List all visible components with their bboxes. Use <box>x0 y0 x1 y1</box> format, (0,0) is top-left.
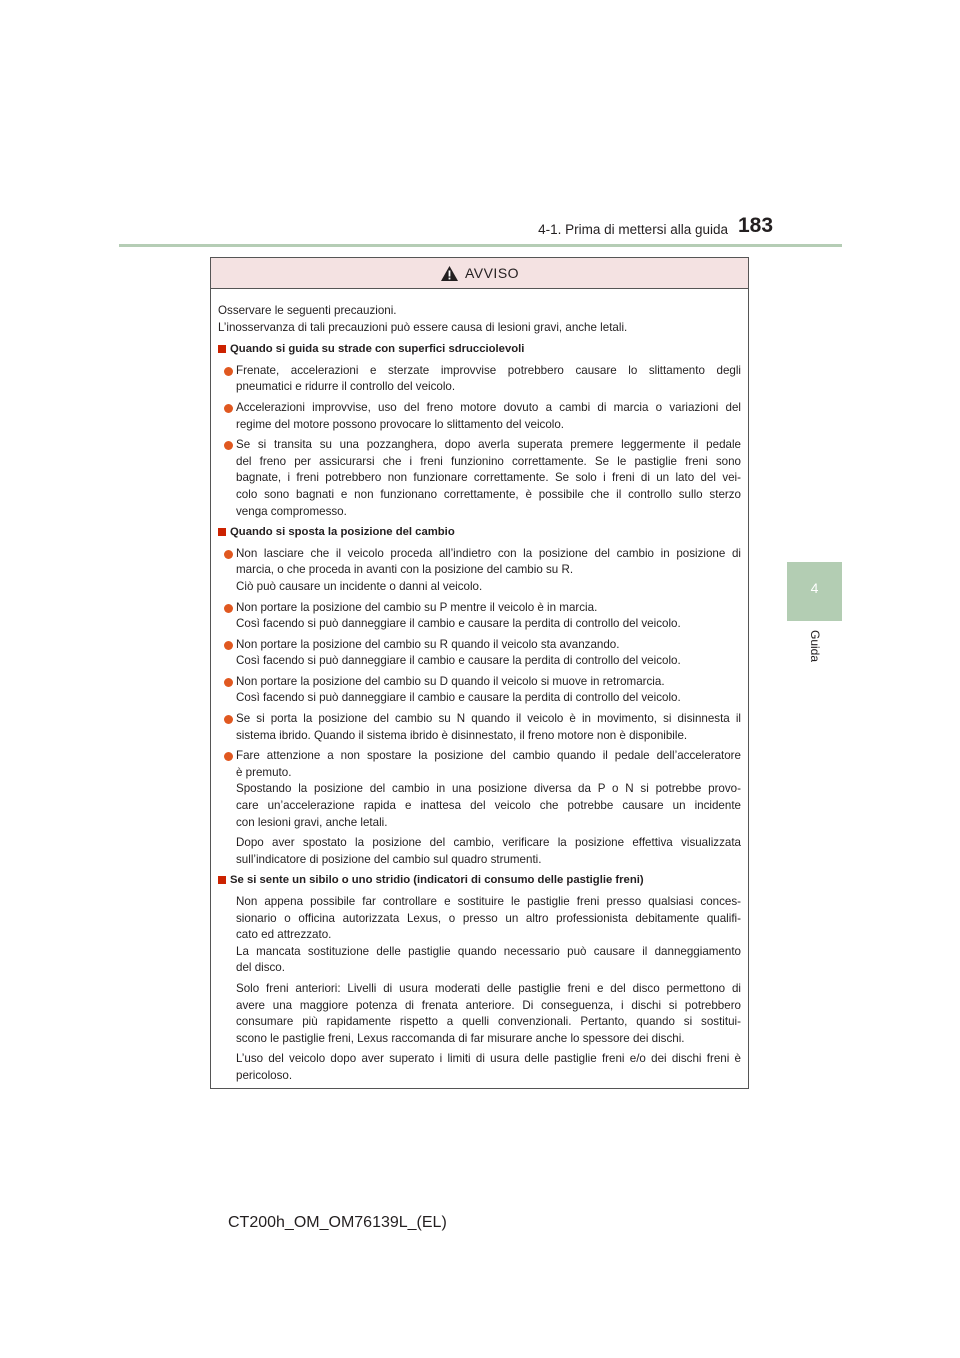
page-number: 183 <box>738 214 774 237</box>
section-heading-text: Se si sente un sibilo o uno stridio (indicatori di consumo delle pastiglie freni) <box>230 874 644 887</box>
bullet-continuation <box>218 835 741 868</box>
chapter-label: Guida <box>808 630 822 663</box>
section-square-icon <box>218 345 226 353</box>
text-line: sistema ibrido. Quando il sistema ibrido è disinnestato, il freno motore non è disponibile. <box>236 728 688 742</box>
warning-intro <box>218 303 741 336</box>
text-line: Così facendo si può danneggiare il cambio e causare la perdita di controllo del veicolo. <box>236 654 681 668</box>
warning-body <box>211 289 748 1085</box>
text-line: Spostando la posizione del cambio in una posizione diversa da P o N si potrebbe provo- <box>236 782 741 796</box>
bullet-item <box>218 363 741 396</box>
text-line: Fare attenzione a non spostare la posizione del cambio quando il pedale dell’acceleratore <box>236 749 741 763</box>
text-line: Frenate, accelerazioni e sterzate improvvise potrebbero causare lo slittamento degli <box>236 363 741 377</box>
bullet-dot-icon <box>224 752 233 761</box>
bullet-dot-icon <box>224 641 233 650</box>
text-line: Se si porta la posizione del cambio su N quando il veicolo è in movimento, si disinnesta il <box>236 712 741 726</box>
section-paragraph <box>218 981 741 1047</box>
text-line: regime del motore possono provocare lo slittamento del veicolo. <box>236 417 565 431</box>
bullet-item <box>218 674 741 707</box>
text-line: marcia, o che proceda in avanti con la posizione del cambio su R. <box>236 563 574 577</box>
text-line: pericoloso. <box>236 1068 293 1082</box>
bullet-dot-icon <box>224 550 233 559</box>
text-line: sull’indicatore di posizione del cambio sul quadro strumenti. <box>236 852 542 866</box>
intro-line: Osservare le seguenti precauzioni. <box>218 304 397 317</box>
text-line: Così facendo si può danneggiare il cambio e causare la perdita di controllo del veicolo. <box>236 617 681 631</box>
section-paragraph <box>218 1051 741 1084</box>
bullet-dot-icon <box>224 604 233 613</box>
section-paragraph <box>218 894 741 977</box>
text-line: care un’accelerazione rapida e inattesa del veicolo che potrebbe causare un incidente <box>236 799 741 813</box>
section-heading-text: Quando si sposta la posizione del cambio <box>230 526 455 539</box>
text-line: Ciò può causare un incidente o danni al veicolo. <box>236 579 483 593</box>
warning-triangle-icon <box>440 265 459 282</box>
chapter-tab <box>787 562 842 621</box>
warning-header <box>211 258 748 289</box>
section-heading <box>218 341 741 358</box>
text-line: pneumatici e ridurre il controllo del veicolo. <box>236 380 456 394</box>
text-line: con lesioni gravi, anche letali. <box>236 815 388 829</box>
text-line: è premuto. <box>236 765 292 779</box>
text-line: Non portare la posizione del cambio su D quando il veicolo si muove in retromarcia. <box>236 674 665 688</box>
bullet-item <box>218 711 741 744</box>
text-line: Non lasciare che il veicolo proceda all’indietro con la posizione del cambio in posizione di <box>236 546 741 560</box>
text-line: colo sono bagnati e non funzionano correttamente, è possibile che il controllo sullo sterzo <box>236 487 741 501</box>
intro-line: L’inosservanza di tali precauzioni può essere causa di lesioni gravi, anche letali. <box>218 320 628 334</box>
text-line: avere una maggiore potenza di frenata anteriore. Di conseguenza, i dischi si potrebbero <box>236 998 741 1012</box>
bullet-item <box>218 748 741 831</box>
section-square-icon <box>218 528 226 536</box>
text-line: Dopo aver spostato la posizione del cambio, verificare la posizione effettiva visualizzata <box>236 836 741 850</box>
document-code: CT200h_OM_OM76139L_(EL) <box>228 1214 447 1231</box>
text-line: Non appena possibile far controllare e sostituire le pastiglie freni presso qualsiasi conces- <box>236 895 741 908</box>
warning-box <box>210 257 749 1089</box>
bullet-dot-icon <box>224 404 233 413</box>
bullet-dot-icon <box>224 441 233 450</box>
header-rule <box>119 244 842 247</box>
warning-sections <box>218 341 741 1084</box>
chapter-number: 4 <box>810 580 819 596</box>
text-line: Così facendo si può danneggiare il cambio e causare la perdita di controllo del veicolo. <box>236 691 681 705</box>
bullet-item <box>218 600 741 633</box>
text-line: Solo freni anteriori: Livelli di usura moderati delle pastiglie freni e del disco permettono di <box>236 981 741 995</box>
text-line: Non portare la posizione del cambio su R quando il veicolo sta avanzando. <box>236 637 620 651</box>
section-square-icon <box>218 876 226 884</box>
section-heading-text: Quando si guida su strade con superfici sdrucciolevoli <box>230 343 525 356</box>
warning-title: AVVISO <box>464 265 520 281</box>
text-line: Accelerazioni improvvise, uso del freno motore dovuto a cambi di marcia o variazioni del <box>236 400 741 414</box>
text-line: Non portare la posizione del cambio su P mentre il veicolo è in marcia. <box>236 600 598 614</box>
text-line: del disco. <box>236 961 285 975</box>
text-line: sionario o officina autorizzata Lexus, o presso un altro professionista debitamente qualifi- <box>236 911 741 925</box>
section-title: 4-1. Prima di mettersi alla guida <box>538 222 728 237</box>
bullet-item <box>218 400 741 433</box>
text-line: consumare più rapidamente rispetto a quelli convenzionali. Pertanto, quando si sostitui- <box>236 1015 741 1029</box>
text-line: venga compromesso. <box>236 504 347 518</box>
text-line: scono le pastiglie freni, Lexus raccomanda di far misurare anche lo spessore dei dischi. <box>236 1031 685 1045</box>
bullet-dot-icon <box>224 715 233 724</box>
section-heading <box>218 872 741 889</box>
section-heading <box>218 524 741 541</box>
bullet-dot-icon <box>224 367 233 376</box>
text-line: La mancata sostituzione delle pastiglie quando necessario può causare il danneggiamento <box>236 944 741 958</box>
text-line: cato ed attrezzato. <box>236 928 332 942</box>
bullet-item <box>218 437 741 520</box>
text-line: del freno per assicurarsi che i freni funzionino correttamente. Se le pastiglie freni sono <box>236 454 741 468</box>
bullet-item <box>218 546 741 596</box>
text-line: L’uso del veicolo dopo aver superato i limiti di usura delle pastiglie freni e/o dei dischi freni è <box>236 1052 741 1066</box>
bullet-dot-icon <box>224 678 233 687</box>
text-line: bagnate, i freni potrebbero non funzionare correttamente. Se solo i freni di un lato del vei- <box>236 471 741 485</box>
bullet-item <box>218 637 741 670</box>
text-line: Se si transita su una pozzanghera, dopo averla superata premere leggermente il pedale <box>236 438 741 452</box>
